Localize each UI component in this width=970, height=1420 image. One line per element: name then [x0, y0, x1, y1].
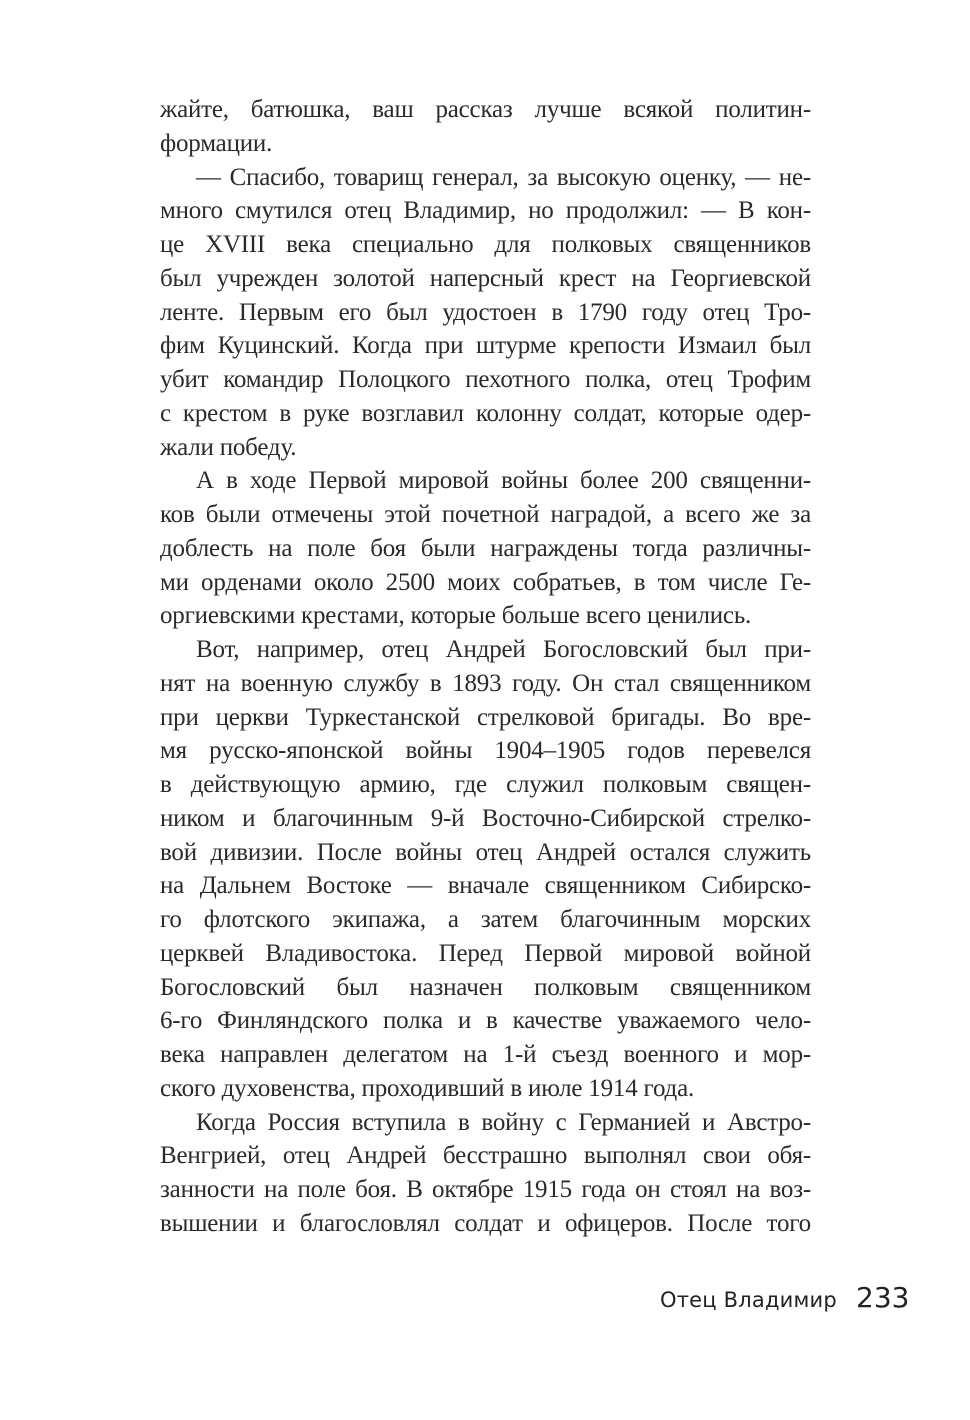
text-line: це XVIII века специально для полковых священников	[160, 231, 811, 258]
text-line: ми орденами около 2500 моих собратьев, в том числе Ге-	[160, 568, 811, 596]
text-line: жайте, батюшка, ваш рассказ лучше всякой политин-	[160, 96, 811, 123]
text-line: — Спасибо, товарищ генерал, за высокую оценку, — не-	[196, 163, 811, 191]
text-line: занности на поле боя. В октябре 1915 года он стоял на воз-	[160, 1176, 811, 1203]
page-body	[160, 93, 811, 1241]
text-line: на Дальнем Востоке — вначале священником Сибирско-	[160, 872, 811, 900]
paragraph	[160, 464, 811, 633]
text-line: при церкви Туркестанской стрелковой бригады. Во вре-	[160, 703, 811, 731]
paragraph	[160, 161, 811, 465]
text-line: формации.	[160, 129, 273, 157]
text-line: жали победу.	[160, 433, 297, 461]
text-line: Богословский был назначен полковым священником	[160, 973, 811, 1001]
paragraph	[160, 93, 811, 161]
text-line: вой дивизии. После войны отец Андрей остался служить	[160, 838, 811, 866]
text-line: ков были отмечены этой почетной наградой, а всего же за	[160, 501, 811, 528]
paragraph	[160, 1106, 811, 1241]
text-line: Вот, например, отец Андрей Богословский был при-	[196, 636, 811, 663]
text-line: церквей Владивостока. Перед Первой мировой войной	[160, 939, 811, 967]
text-line: вышении и благословлял солдат и офицеров. После того	[160, 1209, 811, 1237]
page-number: 233	[856, 1281, 910, 1314]
text-line: А в ходе Первой мировой войны более 200 священни-	[196, 467, 811, 495]
text-line: Венгрией, отец Андрей бесстрашно выполнял свои обя-	[160, 1142, 811, 1170]
text-line: ленте. Первым его был удостоен в 1790 году отец Тро-	[160, 298, 811, 326]
text-line: был учрежден золотой наперсный крест на Георгиевской	[160, 264, 811, 292]
paragraph	[160, 633, 811, 1106]
text-line: 6-го Финляндского полка и в качестве уважаемого чело-	[160, 1007, 811, 1035]
text-line: мя русско-японской войны 1904–1905 годов перевелся	[160, 737, 811, 765]
text-line: фим Куцинский. Когда при штурме крепости Измаил был	[160, 332, 811, 360]
text-line: убит командир Полоцкого пехотного полка, отец Трофим	[160, 366, 811, 393]
text-line: го флотского экипажа, а затем благочинным морских	[160, 906, 811, 933]
text-line: века направлен делегатом на 1-й съезд военного и мор-	[160, 1041, 811, 1068]
text-line: доблесть на поле боя были награждены тогда различны-	[160, 534, 811, 562]
text-line: с крестом в руке возглавил колонну солдат, которые одер-	[160, 399, 811, 427]
text-line: Когда Россия вступила в войну с Германией и Австро-	[196, 1108, 811, 1136]
running-footer-title: Отец Владимир	[660, 1288, 837, 1312]
text-line: много смутился отец Владимир, но продолжил: — В кон-	[160, 197, 811, 225]
text-line: оргиевскими крестами, которые больше всего ценились.	[160, 602, 752, 630]
text-line: ского духовенства, проходивший в июле 1914 года.	[160, 1074, 695, 1102]
text-line: в действующую армию, где служил полковым священ-	[160, 771, 811, 798]
text-line: ником и благочинным 9-й Восточно-Сибирской стрелко-	[160, 804, 811, 832]
text-line: нят на военную службу в 1893 году. Он стал священником	[160, 669, 811, 697]
